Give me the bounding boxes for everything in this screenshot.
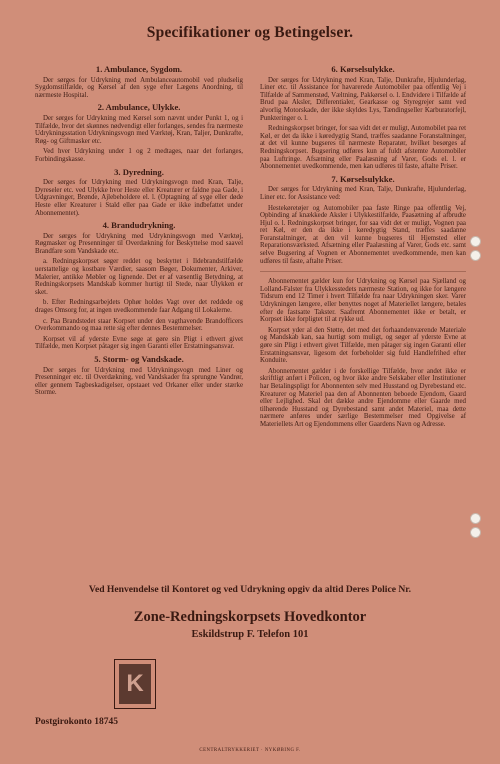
section-heading: 6. Kørselsulykke. [331,64,395,74]
section-heading: 5. Storm- og Vandskade. [94,354,184,364]
section [260,173,466,266]
punch-hole [470,250,481,261]
section-paragraph: b. Efter Redningsarbejdets Ophør holdes Vagt over det reddede og drages Omsorg for, at ingen uvedkommende faar Adgang til Lokalerne. [35,299,243,315]
k-logo-mark: K [119,664,151,704]
section-paragraph: Der sørges for Udrykning med Ambulanceautomobil ved pludselig Sygdomstilfælde, og Kørsel af den syge efter Lægens Anordning, til nærmeste Hospital. [35,76,243,99]
section [35,356,243,397]
postgiro-account: Postgirokonto 18745 [35,717,118,727]
policy-number-note: Ved Henvendelse til Kontoret og ved Udrykning opgiv da altid Deres Police Nr. [88,584,412,595]
section-paragraph: Der sørges for Udrykning med Kran, Talje, Dunkrafte, Hjulunderlag, Liner etc. til Assistance for havarerede Automobiler paa offentlig Vej i Tilfælde af Sammenstød, Væltning, Pakkørsel o. l. Endvidere i Tilfælde af Brud paa Aksler, Differentialer, Gearkasse og Styregrejer samt ved alvorlig Motorskade, der ikke skyldes Lys, Tændingseller Karburatorfejl, Punkteringer o. l. [260,76,466,122]
section-heading: 2. Ambulance, Ulykke. [97,102,181,113]
section [260,66,466,171]
section [35,66,243,99]
left-column [35,62,243,402]
section-heading: 3. Dyredning. [114,166,164,177]
section-heading: 4. Brandudrykning. [102,220,176,231]
printer-imprint: CENTRALTRYKKERIET · NYKØBING F. [199,748,301,753]
section-paragraph: Ved hver Udrykning under 1 og 2 medtages, naar det forlanges, Forbindingskasse. [35,148,243,163]
section-paragraph: Der sørges for Udrykning med Udrykningsvogn med Værktøj, Røgmasker og Presenninger til Overdækning for Beskyttelse mod saavel Brandfare som Vandskade etc. [35,232,243,255]
section-heading: 1. Ambulance, Sygdom. [95,64,183,74]
punch-hole [470,236,481,247]
section-paragraph: Hestekøretøjer og Automobiler paa faste Ringe paa offentlig Vej, Opbinding af knækkede Aksler i Ulykkestilfælde, Paasætning af afbrudte Hjul o. l. Redningskorpset bringer, for saa vidt det er muligt, Vognen paa ret Køl, er den da ikke i køredygtig Stand, træffes saadanne Foranstaltninger, at den vil kunne bugseres til Hjemsted eller Reparationsværksted. Afsætning eller Paalæsning af Varer, Gods etc. samt selve Bugsering af Vognen er Abonnementet uvedkommende, men kan udføres til faste, aftalte Priser. [260,204,466,265]
section-paragraph: Abonnementet gælder i de forskellige Tilfælde, hvor andet ikke er skriftligt anført i Policen, og hvor ikke andre Selskaber eller Institutioner har Betalingspligt for Abonnenten selv med Husstand og Dyrebestand etc. Kreaturer og Materiel paa den af Abonnenten beboede Ejendom, Gaard eller Lejlighed. Skal det dække andre Ejendomme eller Gaarde med tilhørende Husstand og Dyrebestand samt andet Materiel, maa dette nærmere anføres under særlige Bestemmelser med Opgivelse af Materiellets Art og Ejendommens eller Gaardens Navn og Adresse. [260,367,466,428]
section-paragraph: Der sørges for Udrykning med Udrykningsvogn med Kran, Talje, Dyreseler etc. ved Ulykke hvor Heste eller Kreaturer er faldne paa Gade, i Udgravninger, Brønde, Ajlebeholdere el. l. (Optagning af syge eller døde Heste eller Kreaturer i Stald eller paa Gade er ikke indbefattet under Abonnementet). [35,179,243,217]
section-paragraph: a. Redningskorpset søger reddet og beskyttet i Ildebrandstilfælde uerstattelige og kostbare Værdier, saasom Bøger, Dokumenter, Arkiver, Malerier, antikke Møbler og lignende. Det er af væsentlig Betydning, at Redningskorpsets Mandskab kommer hurtigt til Stede, naar Ulykken er sket. [35,258,243,296]
section [35,166,243,218]
section-paragraph: Der sørges for Udrykning med Kørsel som nævnt under Punkt 1, og i Tilfælde, hvor det skønnes nødvendigt eller forlanges, sendes fra nærmeste Udrykningsstation Udrykningsvogn med Værktøj, Kran, Taljer, Dunkrafte, Røg- og Giftmasker etc. [35,114,243,145]
section-paragraph: Korpset yder al den Støtte, det med det forhaandenværende Materiale og Mandskab kan, saa hurtigt som muligt, og søger af yderste Evne at gøre sin Pligt i ethvert givet Tilfælde, men påtager sig ingen Garanti eller Erstatningsansvar, ligesom det forbeholder sig fuld Handlefrihed efter Konduite. [260,326,466,365]
section-paragraph: c. Paa Brandstedet staar Korpset under den vagthavende Brandofficers Overkommando og maa rette sig efter dennes Bestemmelser. [35,317,243,333]
right-column [260,62,466,434]
section-paragraph: Der sørges for Udrykning med Udrykningsvogn med Liner og Presenninger etc. til Overdækning, ved Vandskader fra sprungne Vandrør, eller gennem Tagbeskadigelser, opstaaet ved Orkaner eller under stærke Storme. [35,366,243,397]
section-paragraph: Korpset vil af yderste Evne søge at gøre sin Pligt i ethvert givet Tilfælde, men Korpset påtager sig ingen Garanti eller Erstatningsansvar. [35,335,243,351]
punch-hole [470,527,481,538]
section-paragraph: Abonnementet gælder kun for Udrykning og Kørsel paa Sjælland og Lolland-Falster fra Ulykkesstedets nærmeste Station, og ikke for længere Tidsrum end 12 Timer i hvert Tilfælde fra naar Udrykningen sker. Varer Udrykningen længere, eller benyttes noget af Materiellet længere, betales efter de fastsatte Takster. Saafremt Abonnementet ikke er betalt, er Korpset ikke forpligtet til at rykke ud. [260,278,466,324]
section [35,104,243,163]
section-paragraph: Der sørges for Udrykning med Kran, Talje, Dunkrafte, Hjulunderlag, Liner etc. for Assistance ved: [260,186,466,201]
punch-hole [470,513,481,524]
page-title: Specifikationer og Betingelser. [146,24,354,41]
hq-name: Zone-Redningskorpsets Hovedkontor [133,609,367,625]
section-paragraph: Redningskorpset bringer, for saa vidt det er muligt, Automobilet paa ret Køl, er det da ikke i køredygtig Stand, træffes saadanne Foranstaltninger, at det vil kunne bugseres til nærmeste Reparatør, hvilket besørges af Redningskorpset. Bugsering udføres kun af fuldt afstemte Automobiler paa Luftringe. Afsætning eller Paalæsning af Varer, Gods el. l. er Abonnementet uvedkommende, men kan udføres til faste, aftalte Priser. [260,125,466,171]
section [35,222,243,351]
section [260,271,466,428]
k-logo [114,659,156,709]
section-heading: 7. Kørselsulykke. [331,173,395,184]
hq-address: Eskildstrup F. Telefon 101 [191,629,309,640]
section-divider [260,271,466,272]
